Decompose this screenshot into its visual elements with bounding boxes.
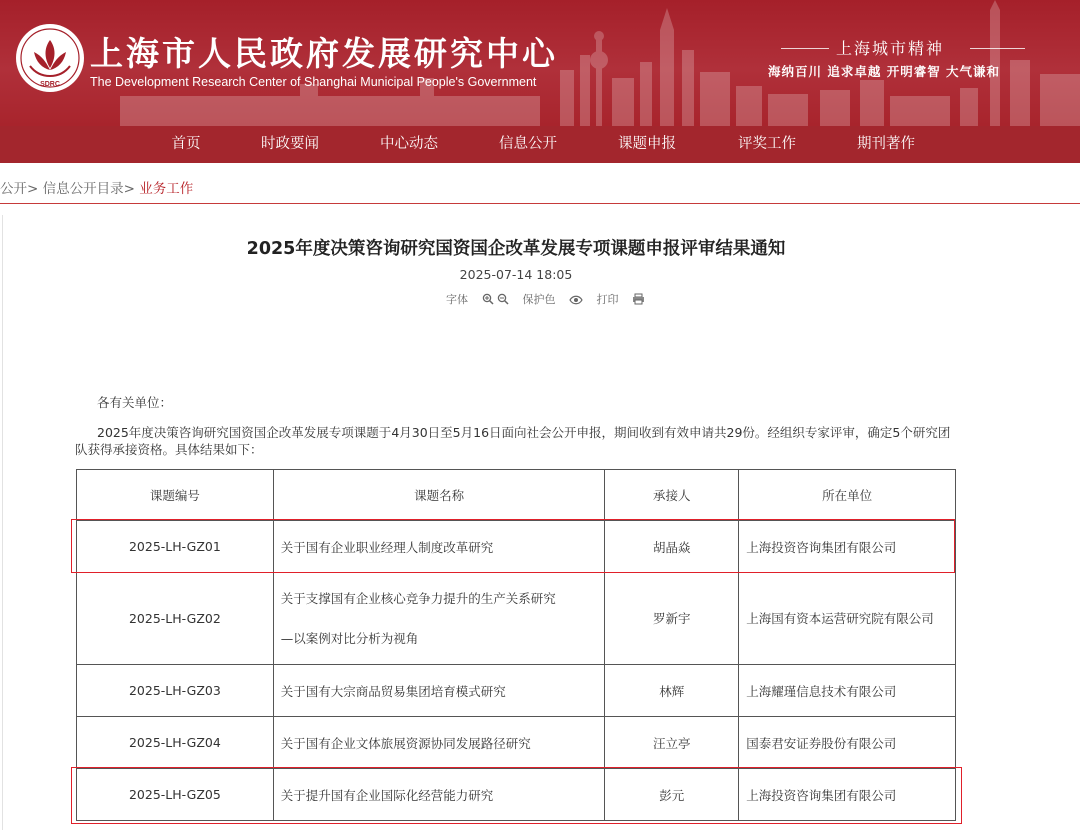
article-title: 2025年度决策咨询研究国资国企改革发展专项课题申报评审结果通知	[246, 239, 786, 259]
breadcrumb-separator: >	[123, 181, 135, 197]
undertaker-cell: 汪立亭	[605, 717, 739, 769]
project-id-cell: 2025-LH-GZ05	[77, 769, 274, 821]
main-nav	[0, 126, 1080, 163]
results-table	[76, 469, 956, 821]
printer-icon	[632, 293, 645, 305]
breadcrumb-current[interactable]: 业务工作	[139, 181, 194, 197]
nav-item-home[interactable]: 首页	[171, 136, 201, 152]
organization-cell: 上海投资咨询集团有限公司	[739, 769, 956, 821]
nav-item-publications[interactable]: 期刊著作	[857, 136, 915, 152]
organization-cell: 上海投资咨询集团有限公司	[739, 521, 956, 573]
nav-item-project-application[interactable]: 课题申报	[618, 136, 676, 152]
project-name-cell	[273, 573, 605, 665]
undertaker-cell: 胡晶焱	[605, 521, 739, 573]
project-name-cell: 关于国有企业职业经理人制度改革研究	[273, 521, 605, 573]
article-date: 2025-07-14 18:05	[459, 267, 573, 282]
nav-item-info-disclosure[interactable]: 信息公开	[499, 136, 557, 152]
spirit-motto: 海纳百川 追求卓越 开明睿智 大气谦和	[768, 64, 1001, 79]
nav-item-news[interactable]: 时政要闻	[261, 136, 319, 152]
site-header	[0, 0, 1080, 126]
table-row	[77, 717, 956, 769]
salutation: 各有关单位：	[97, 395, 173, 410]
project-name-line-2: —以案例对比分析为视角	[280, 630, 419, 646]
project-name-cell: 关于国有企业文体旅展资源协同发展路径研究	[273, 717, 605, 769]
font-size-label: 字体	[446, 293, 468, 306]
breadcrumb	[0, 177, 193, 197]
table-row	[77, 573, 956, 665]
table-row	[77, 769, 956, 821]
table-header-row	[77, 470, 956, 521]
eye-icon	[569, 295, 583, 305]
table-row	[77, 665, 956, 717]
project-id-cell: 2025-LH-GZ04	[77, 717, 274, 769]
spirit-line-right	[970, 48, 1025, 49]
sdrc-logo	[14, 22, 86, 94]
site-title: 上海市人民政府发展研究中心	[90, 34, 558, 73]
font-size-tool	[446, 293, 513, 306]
print-label: 打印	[596, 293, 619, 306]
zoom-in-icon[interactable]	[482, 293, 494, 305]
article-tools	[446, 291, 655, 307]
project-name-cell: 关于提升国有企业国际化经营能力研究	[273, 769, 605, 821]
header-undertaker: 承接人	[605, 470, 739, 521]
project-name-cell: 关于国有大宗商品贸易集团培育模式研究	[273, 665, 605, 717]
spirit-title: 上海城市精神	[836, 39, 945, 58]
print-tool[interactable]	[597, 293, 646, 306]
content-left-border	[2, 215, 3, 830]
project-name-line-1: 关于支撑国有企业核心竞争力提升的生产关系研究	[280, 590, 556, 606]
site-subtitle: The Development Research Center of Shanghai Municipal People's Government	[90, 75, 537, 89]
header-project-id: 课题编号	[77, 470, 274, 521]
table-row	[77, 521, 956, 573]
header-project-name: 课题名称	[273, 470, 605, 521]
spirit-line-left	[781, 48, 829, 49]
breadcrumb-item-catalog[interactable]: 信息公开目录	[42, 181, 124, 197]
undertaker-cell: 彭元	[605, 769, 739, 821]
undertaker-cell: 罗新宇	[605, 573, 739, 665]
breadcrumb-separator: >	[27, 181, 39, 197]
svg-text:SDRC: SDRC	[40, 81, 60, 88]
breadcrumb-divider	[0, 203, 1080, 204]
project-id-cell: 2025-LH-GZ03	[77, 665, 274, 717]
intro-paragraph: 2025年度决策咨询研究国资国企改革发展专项课题于4月30日至5月16日面向社会公开申报，期间收到有效申请共29份。经组织专家评审，确定5个研究团队获得承接资格。具体结果如下：	[75, 425, 951, 457]
protect-color-tool[interactable]	[523, 293, 587, 306]
organization-cell: 国泰君安证券股份有限公司	[739, 717, 956, 769]
nav-item-center-updates[interactable]: 中心动态	[380, 136, 438, 152]
breadcrumb-item-disclosure[interactable]: 公开	[0, 181, 27, 197]
undertaker-cell: 林辉	[605, 665, 739, 717]
organization-cell: 上海国有资本运营研究院有限公司	[739, 573, 956, 665]
project-id-cell: 2025-LH-GZ02	[77, 573, 274, 665]
organization-cell: 上海耀瑾信息技术有限公司	[739, 665, 956, 717]
protect-color-label: 保护色	[522, 293, 556, 306]
zoom-out-icon[interactable]	[497, 293, 509, 305]
project-id-cell: 2025-LH-GZ01	[77, 521, 274, 573]
header-organization: 所在单位	[739, 470, 956, 521]
nav-item-awards[interactable]: 评奖工作	[738, 136, 796, 152]
